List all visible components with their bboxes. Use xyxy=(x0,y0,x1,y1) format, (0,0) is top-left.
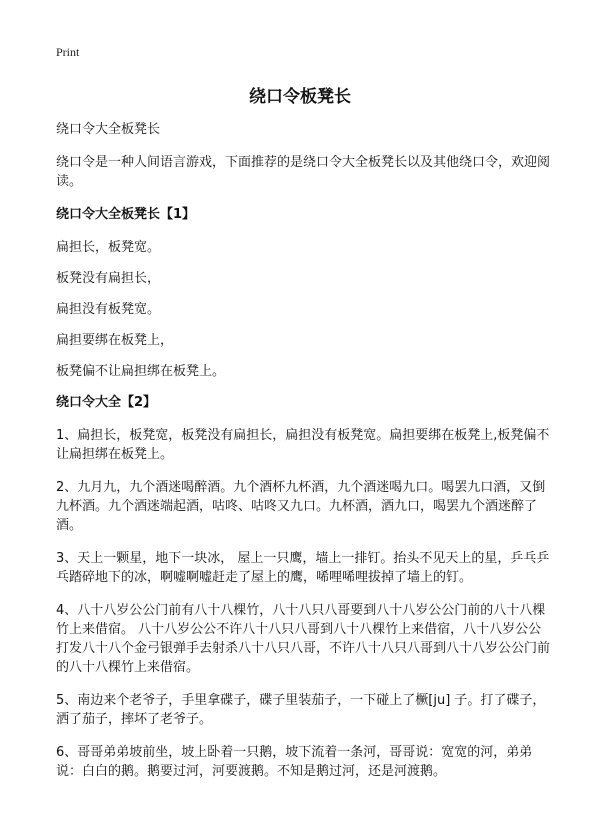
print-link[interactable]: Print xyxy=(56,45,80,59)
article-description: 绕口令是一种人间语言游戏，下面推荐的是绕口令大全板凳长以及其他绕口令，欢迎阅读。 xyxy=(56,155,551,189)
verse-line: 扁担长，板凳宽。 xyxy=(56,240,161,255)
tongue-twister-item: 5、南边来个老爷子，手里拿碟子，碟子里装茄子，一下碰上了橛[ju] 子。打了碟子，洒了茄子，摔坏了老爷子。 xyxy=(56,693,546,727)
tongue-twister-item: 6、哥哥弟弟坡前坐，坡上卧着一只鹅，坡下流着一条河，哥哥说：宽宽的河，弟弟说：白白的鹅。鹅要过河，河要渡鹅。不知是鹅过河，还是河渡鹅。 xyxy=(56,745,533,779)
verse-line: 扁担没有板凳宽。 xyxy=(56,302,161,317)
tongue-twister-item: 3、天上一颗星，地下一块冰， 屋上一只鹰，墙上一排钉。抬头不见天上的星，乒乓乒乓踏碎地下的冰，啊嘘啊嘘赶走了屋上的鹰，唏哩唏哩拔掉了墙上的钉。 xyxy=(56,551,550,585)
verse-line: 扁担要绑在板凳上， xyxy=(56,333,174,348)
verse-line: 板凳没有扁担长， xyxy=(56,271,161,286)
tongue-twister-item: 2、九月九，九个酒迷喝醉酒。九个酒杯九杯酒，九个酒迷喝九口。喝罢九口酒，又倒九杯酒。九个酒迷端起酒，咕咚、咕咚又九口。九杯酒，酒九口，喝罢九个酒迷醉了酒。 xyxy=(56,480,546,533)
article-body xyxy=(56,120,550,795)
section-heading-2: 绕口令大全【2】 xyxy=(56,395,157,410)
section-heading-1: 绕口令大全板凳长【1】 xyxy=(56,207,196,222)
tongue-twister-item: 4、八十八岁公公门前有八十八棵竹，八十八只八哥要到八十八岁公公门前的八十八棵竹上来借宿。 八十八岁公公不许八十八只八哥到八十八棵竹上来借宿，八十八岁公公打发八十八个金弓银弹手去射杀八十八只八哥，不许八十八只八哥到八十八岁公公门前的八十八棵竹上来借宿。 xyxy=(56,603,551,675)
verse-line: 板凳偏不让扁担绑在板凳上。 xyxy=(56,364,226,379)
page-title: 绕口令板凳长 xyxy=(249,87,351,107)
tongue-twister-item: 1、扁担长，板凳宽，板凳没有扁担长，扁担没有板凳宽。扁担要绑在板凳上,板凳偏不让扁担绑在板凳上。 xyxy=(56,428,550,462)
article-subtitle: 绕口令大全板凳长 xyxy=(56,122,161,137)
